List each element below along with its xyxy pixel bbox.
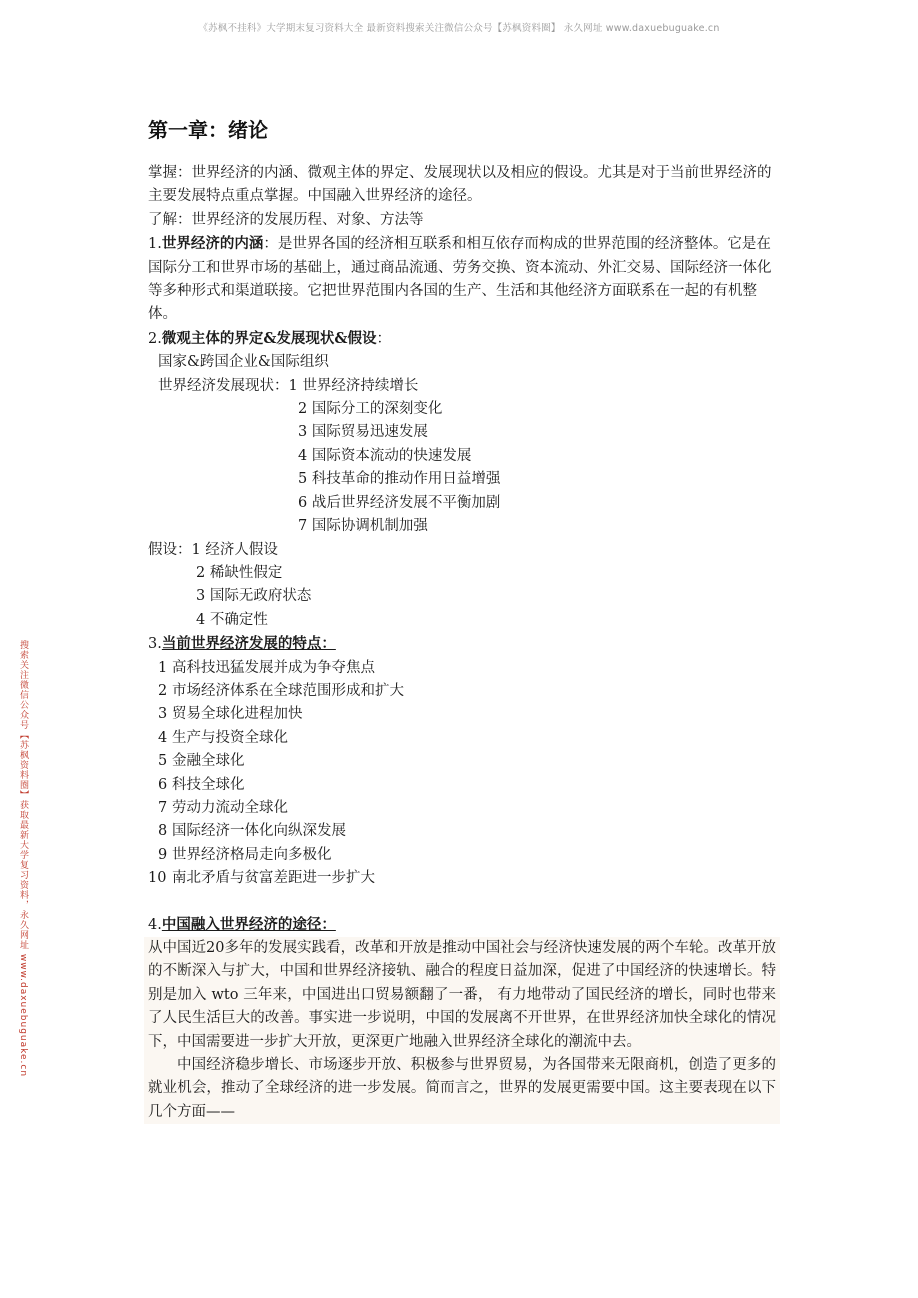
hypothesis-first-line [148, 539, 776, 562]
section-3-number: 3. [148, 636, 162, 653]
section-2-heading: 微观主体的界定&发展现状&假设 [161, 329, 377, 347]
list-item-text: 金融全球化 [172, 753, 245, 770]
list-item-text: 劳动力流动全球化 [172, 799, 288, 816]
status-item: 7 国际协调机制加强 [298, 518, 428, 535]
list-item-number: 8 [158, 823, 168, 840]
list-item [158, 703, 776, 726]
section-4-heading-line [148, 913, 776, 937]
status-item: 2 国际分工的深刻变化 [298, 401, 443, 418]
hypothesis-item: 3 国际无政府状态 [196, 588, 312, 605]
section-4-body [144, 937, 780, 1124]
list-item-text: 世界经济格局走向多极化 [172, 846, 332, 863]
hypothesis-item: 2 稀缺性假定 [196, 564, 283, 581]
section-3-heading-line [148, 632, 776, 656]
list-item-number: 5 [158, 753, 168, 770]
section-1-body: ：是世界各国的经济相互联系和相互依存而构成的世界范围的经济整体。它是在国际分工和世界市场的基础上，通过商品流通、劳务交换、资本流动、外汇交易、国际经济一体化等多种形式和渠道联接。它把世界范围内各国的生产、生活和其他经济方面联系在一起的有机整体。 [148, 236, 772, 323]
list-item-number: 6 [158, 776, 168, 793]
list-item-text: 高科技迅猛发展并成为争夺焦点 [172, 659, 375, 676]
hypothesis-item: 4 不确定性 [196, 611, 268, 628]
section-1 [148, 232, 776, 327]
page-header-watermark: 《苏枫不挂科》大学期末复习资料大全 最新资料搜索关注微信公众号【苏枫资料圈】 永久网址 www.daxuebuguake.cn [198, 23, 720, 34]
understand-paragraph: 了解：世界经济的发展历程、对象、方法等 [148, 211, 424, 228]
list-item [158, 774, 776, 797]
status-first-line [148, 375, 776, 398]
list-item-text: 国际经济一体化向纵深发展 [172, 823, 346, 840]
section-4-paragraph-1: 从中国近20多年的发展实践看，改革和开放是推动中国社会与经济快速发展的两个车轮。改革开放的不断深入与扩大，中国和世界经济接轨、融合的程度日益加深，促进了中国经济的快速增长。特别是加入 wto 三年来，中国进出口贸易额翻了一番， 有力地带动了国民经济的增长，同时也带来了人民生活巨大的改善。事实进一步说明，中国的发展离不开世界，在世界经济加快全球化的情况下，中国需要进一步扩大开放，更深更广地融入世界经济全球化的潮流中去。 [148, 940, 776, 1050]
list-item-text: 生产与投资全球化 [172, 729, 288, 746]
list-item-text: 南北矛盾与贫富差距进一步扩大 [172, 870, 375, 887]
section-2-number: 2. [148, 330, 162, 347]
status-item: 1 世界经济持续增长 [288, 377, 419, 394]
list-item [158, 680, 776, 703]
document-body [148, 112, 776, 1124]
section-2-colon: ： [376, 330, 392, 347]
list-item-number: 3 [158, 706, 168, 723]
section-2-heading-line [148, 327, 776, 351]
hypothesis-item: 1 经济人假设 [191, 541, 278, 558]
list-item-number: 7 [158, 799, 168, 816]
list-item [158, 844, 776, 867]
list-item [158, 657, 776, 680]
section-1-heading: 世界经济的内涵 [161, 235, 264, 253]
section-1-number: 1. [148, 236, 162, 253]
section-4-number: 4. [148, 916, 162, 933]
list-item-number: 10 [148, 870, 167, 887]
section-3-heading: 当前世界经济发展的特点： [161, 635, 336, 653]
side-watermark: 搜索关注微信公众号【苏枫资料圈】获取最新大学复习资料，永久网址 www.daxuebuguake.cn [18, 640, 28, 1078]
status-item: 3 国际贸易迅速发展 [298, 424, 428, 441]
spacer [148, 891, 776, 913]
status-item: 4 国际资本流动的快速发展 [298, 447, 472, 464]
section-4-paragraph-2: 中国经济稳步增长、市场逐步开放、积极参与世界贸易，为各国带来无限商机，创造了更多的就业机会，推动了全球经济的进一步发展。简而言之，世界的发展更需要中国。这主要表现在以下几个方面—— [148, 1057, 776, 1120]
list-item [148, 867, 776, 890]
status-item: 6 战后世界经济发展不平衡加剧 [298, 494, 501, 511]
hypothesis-list [148, 562, 776, 632]
status-item: 5 科技革命的推动作用日益增强 [298, 471, 501, 488]
list-item-text: 科技全球化 [172, 776, 245, 793]
list-item-number: 2 [158, 682, 168, 699]
list-item-text: 贸易全球化进程加快 [172, 706, 303, 723]
list-item-number: 9 [158, 846, 168, 863]
list-item [158, 797, 776, 820]
list-item-number: 1 [158, 659, 168, 676]
hypothesis-label: 假设： [148, 541, 192, 558]
list-item-number: 4 [158, 729, 168, 746]
list-item [158, 727, 776, 750]
list-item [158, 820, 776, 843]
master-paragraph: 掌握：世界经济的内涵、微观主体的界定、发展现状以及相应的假设。尤其是对于当前世界经济的主要发展特点重点掌握。中国融入世界经济的途径。 [148, 165, 772, 205]
chapter-title: 第一章：绪论 [148, 118, 268, 142]
features-list [148, 657, 776, 891]
status-list [148, 398, 776, 538]
list-item [158, 750, 776, 773]
subjects-line: 国家&跨国企业&国际组织 [158, 354, 329, 371]
status-label: 世界经济发展现状： [158, 377, 289, 394]
section-4-heading: 中国融入世界经济的途径： [161, 915, 336, 933]
list-item-text: 市场经济体系在全球范围形成和扩大 [172, 682, 404, 699]
